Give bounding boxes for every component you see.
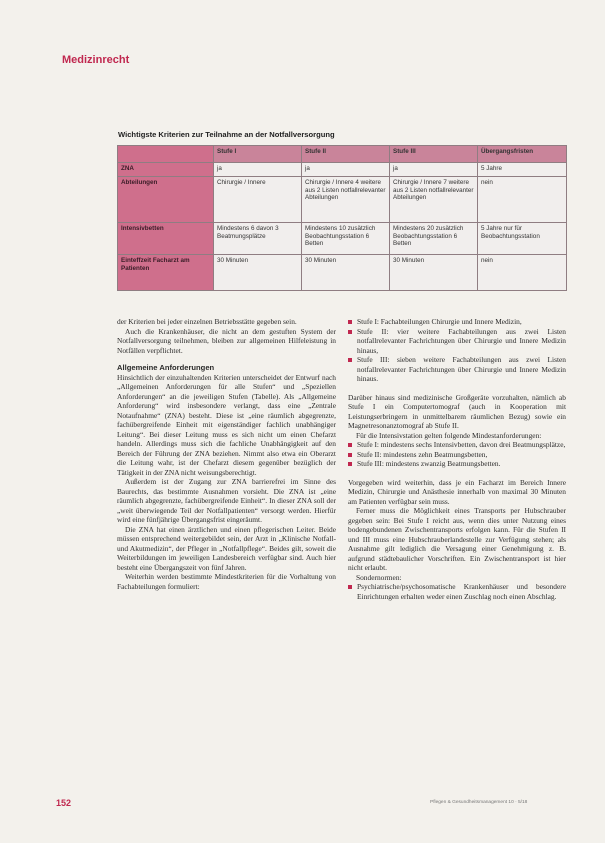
right-column <box>348 317 566 601</box>
paragraph: Weiterhin werden bestimmte Mindestkriterien für die Vorhaltung von Fachabteilungen formuliert: <box>117 572 336 591</box>
list-item: Stufe I: mindestens sechs Intensivbetten, davon drei Beatmungsplätze, <box>348 440 566 450</box>
table-cell: 30 Minuten <box>302 255 390 291</box>
table-cell: 5 Jahre <box>478 163 567 177</box>
table-cell: 30 Minuten <box>214 255 302 291</box>
list-item: Stufe III: sieben weitere Fachabteilungen aus zwei Listen notfallrelevanter Fachrichtungen über Chirurgie und Innere Medizin hinaus. <box>348 355 566 384</box>
section-heading: Allgemeine Anforderungen <box>117 363 215 372</box>
table-header-row <box>118 146 567 163</box>
table-cell: Chirurgie / Innere 7 weitere aus 2 Listen notfallrelevanter Abteilungen <box>390 177 478 223</box>
bullet-list <box>348 317 566 384</box>
table-row-label: Einteffzeit Facharzt am Patienten <box>118 255 214 291</box>
table-header-cell: Stufe III <box>390 146 478 163</box>
table-row <box>118 163 567 177</box>
paragraph: Die ZNA hat einen ärztlichen und einen pflegerischen Leiter. Beide müssen entsprechend weitergebildet sein, der Arzt in „Klinische Notfall- und Akutmedizin“, der Pfleger in „Notfallpflege“. Beides gilt, soweit die Weiterbildungen im jeweiligen Landesbereich verfügbar sind. Auch hier besteht eine Übergangszeit von fünf Jahren. <box>117 524 336 572</box>
list-item: Stufe II: mindestens zehn Beatmungsbetten, <box>348 450 566 460</box>
table-title: Wichtigste Kriterien zur Teilnahme an der Notfallversorgung <box>118 130 335 139</box>
table-header-cell: Stufe II <box>302 146 390 163</box>
table-row-label: ZNA <box>118 163 214 177</box>
criteria-table <box>117 145 567 291</box>
paragraph: Ferner muss die Möglichkeit eines Transports per Hubschrauber gegeben sein: Bei Stufe I reicht aus, wenn dies unter Nutzung eines bodengebundenen Zwischentransports erfolgen kann. Für die Stufen II und III muss eine Hubschrauberlandestelle zur Verfügung stehen; als Ausnahme gilt lediglich die Versagung einer Genehmigung z. B. aufgrund städtebaulicher Vorschriften. Ein Zwischentransport ist hier nicht erlaubt. <box>348 506 566 572</box>
paragraph: Vorgegeben wird weiterhin, dass je ein Facharzt im Bereich Innere Medizin, Chirurgie und Anästhesie innerhalb von maximal 30 Minuten am Patienten verfügbar sein muss. <box>348 477 566 506</box>
table-row-label: Abteilungen <box>118 177 214 223</box>
table-cell: Mindestens 6 davon 3 Beatmungsplätze <box>214 223 302 255</box>
section-label: Medizinrecht <box>62 54 130 66</box>
table-cell: ja <box>214 163 302 177</box>
table-cell: Mindestens 10 zusätzlich Beobachtungsstation 6 Betten <box>302 223 390 255</box>
table-cell: ja <box>390 163 478 177</box>
bullet-list <box>348 440 566 469</box>
bullet-list <box>348 582 566 601</box>
table-cell: nein <box>478 255 567 291</box>
table-row-label: Intensivbetten <box>118 223 214 255</box>
list-item: Stufe II: vier weitere Fachabteilungen aus zwei Listen notfallrelevanter Fachrichtungen über Chirurgie und Innere Medizin hinaus, <box>348 327 566 356</box>
paragraph: Hinsichtlich der einzuhaltenden Kriterien unterscheidet der Entwurf nach „Allgemeinen Anforderungen für alle Stufen“ und „Speziellen Anforderungen“ an die jeweiligen Stufen (Tabelle). Als „Allgemeine Anforderung“ wird insbesondere verlangt, dass eine „Zentrale Notaufnahme“ (ZNA) besteht. Diese ist „eine räumlich abgegrenzte, fachübergreifende Einheit mit eigenständiger fachlich unabhängiger Leitung“. Bei dieser Leitung muss es sich nicht um einen Chefarzt handeln. Allerdings muss sich die fachliche Unabhängigkeit auf den Bereich der Führung der ZNA beziehen. Nimmt also etwa ein Oberarzt die Leitung wahr, ist der Chefarzt diesem gegenüber bezüglich der Tätigkeit in der ZNA nicht weisungsberechtigt. <box>117 372 336 477</box>
paragraph: Auch die Krankenhäuser, die nicht an dem gestuften System der Notfallversorgung teilnehmen, bleiben zur allgemeinen Hilfeleistung in Notfällen verpflichtet. <box>117 326 336 355</box>
paragraph: Darüber hinaus sind medizinische Großgeräte vorzuhalten, nämlich ab Stufe I ein Computertomograf (auch in Kooperation mit Leistungserbringern in unmittelbarem räumlichen Bezug) sowie ein Magnetresonanztomograf ab Stufe II. <box>348 392 566 430</box>
list-item: Psychiatrische/psychosomatische Krankenhäuser und besondere Einrichtungen erhalten weder einen Zuschlag noch einen Abschlag. <box>348 582 566 601</box>
table-row <box>118 177 567 223</box>
table-cell: Chirurgie / Innere <box>214 177 302 223</box>
list-item: Stufe I: Fachabteilungen Chirurgie und Innere Medizin, <box>348 317 566 327</box>
left-column <box>117 317 336 591</box>
list-item: Stufe III: mindestens zwanzig Beatmungsbetten. <box>348 459 566 469</box>
table-cell: Chirurgie / Innere 4 weitere aus 2 Listen notfallrelevanter Abteilungen <box>302 177 390 223</box>
table-row <box>118 223 567 255</box>
table-header-cell: Stufe I <box>214 146 302 163</box>
paragraph: der Kriterien bei jeder einzelnen Betriebsstätte gegeben sein. <box>117 317 297 326</box>
table-header-cell: Übergangsfristen <box>478 146 567 163</box>
paragraph: Sondernormen: <box>356 572 402 582</box>
footer-citation: Pflegen & Gesundheitsmanagement 10 · 5/18 <box>430 800 528 805</box>
table-cell: 30 Minuten <box>390 255 478 291</box>
paragraph: Für die Intensivstation gelten folgende Mindestanforderungen: <box>356 430 542 440</box>
table-cell: Mindestens 20 zusätzlich Beobachtungsstation 6 Betten <box>390 223 478 255</box>
table-cell: 5 Jahre nur für Beobachtungsstation <box>478 223 567 255</box>
table-cell: ja <box>302 163 390 177</box>
table-header-cell <box>118 146 214 163</box>
table-row <box>118 255 567 291</box>
page-number: 152 <box>56 798 72 808</box>
table-cell: nein <box>478 177 567 223</box>
paragraph: Außerdem ist der Zugang zur ZNA barrierefrei im Sinne des Baurechts, das bestimmte Ausnahmen vorsieht. Die ZNA ist „eine räumlich abgegrenzte, fachübergreifende Einheit“. In dieser ZNA soll der „weit überwiegende Teil der Notfallpatienten“ versorgt werden. Hierfür wird eine fünfjährige Übergangsfrist eingeräumt. <box>117 477 336 524</box>
